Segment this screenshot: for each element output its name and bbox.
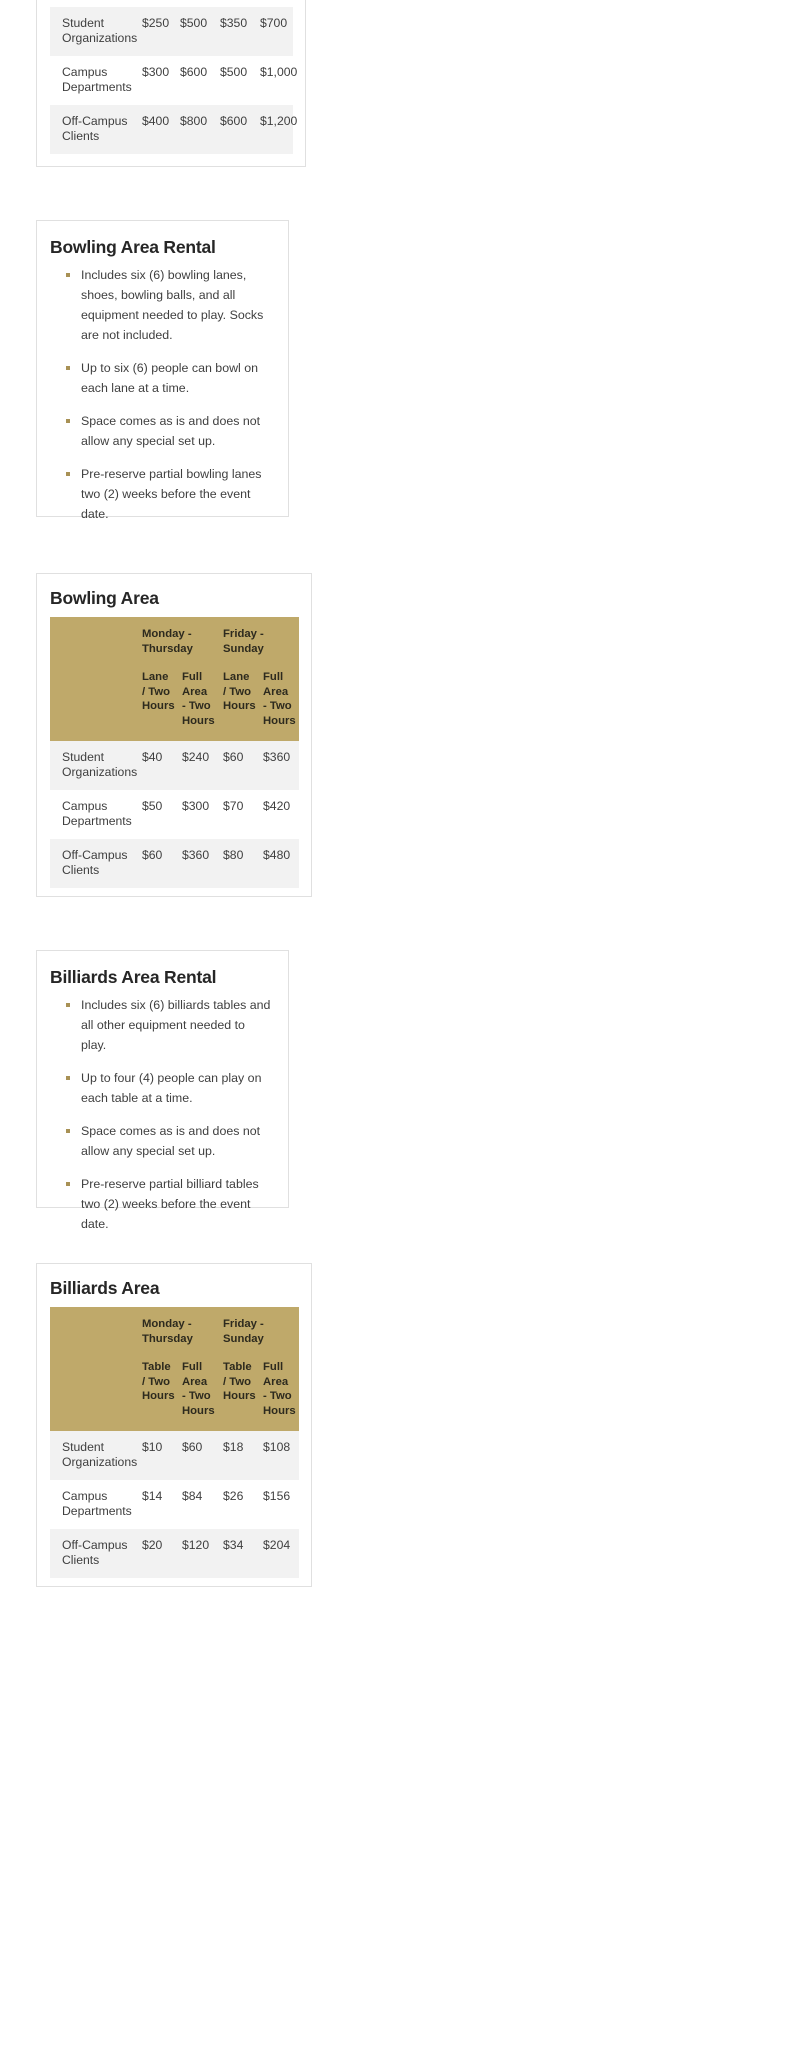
cell-value: $480 bbox=[257, 839, 299, 888]
column-header bbox=[217, 656, 257, 740]
column-group-header bbox=[136, 617, 217, 656]
bowling-rates-table bbox=[50, 617, 299, 888]
cell-value: $420 bbox=[263, 798, 291, 813]
row-label: Student Organizations bbox=[50, 741, 136, 790]
column-header bbox=[257, 1346, 299, 1430]
bullet-icon bbox=[66, 366, 70, 370]
row-label: Campus Departments bbox=[62, 798, 132, 828]
page-title: Billiards Area Rental bbox=[50, 967, 217, 987]
bowling-rental-bullets bbox=[59, 265, 273, 524]
cell-value: $60 bbox=[176, 1431, 217, 1480]
list-item-text: Pre-reserve partial billiard tables two (2) weeks before the event date. bbox=[81, 1177, 259, 1231]
column-header bbox=[136, 656, 176, 740]
column-header bbox=[176, 1346, 217, 1430]
page-title: Bowling Area Rental bbox=[50, 237, 216, 257]
top-rates-body bbox=[50, 7, 298, 154]
cell-value: $18 bbox=[217, 1431, 257, 1480]
column-header-label: Table / Two Hours bbox=[223, 1361, 256, 1403]
column-header bbox=[136, 1346, 176, 1430]
cell-value: $84 bbox=[182, 1488, 203, 1503]
cell-value: $50 bbox=[142, 798, 163, 813]
list-item-text: Includes six (6) billiards tables and all other equipment needed to play. bbox=[81, 998, 271, 1052]
bullet-icon bbox=[66, 273, 70, 277]
cell-value: $70 bbox=[223, 798, 244, 813]
column-header-label: Full Area - Two Hours bbox=[182, 1361, 215, 1417]
cell-value: $360 bbox=[176, 839, 217, 888]
page-title: Bowling Area bbox=[50, 588, 159, 608]
cell-value: $120 bbox=[176, 1529, 217, 1578]
table-corner-cell bbox=[50, 1307, 136, 1431]
list-item-text: Space comes as is and does not allow any special set up. bbox=[81, 1124, 261, 1158]
cell-value: $108 bbox=[257, 1431, 299, 1480]
cell-value: $500 bbox=[220, 65, 248, 79]
cell-value: $250 bbox=[136, 7, 174, 56]
bowling-rates-body bbox=[50, 741, 299, 888]
table-row bbox=[50, 1480, 299, 1529]
bullet-icon bbox=[66, 472, 70, 476]
column-header-label: Full Area - Two Hours bbox=[263, 1361, 296, 1417]
column-header-label: Table / Two Hours bbox=[142, 1361, 175, 1403]
cell-value: $700 bbox=[254, 7, 293, 56]
cell-value: $1,200 bbox=[254, 105, 293, 154]
cell-value: $40 bbox=[136, 741, 176, 790]
bullet-icon bbox=[66, 1182, 70, 1186]
column-header-label: Lane / Two Hours bbox=[223, 671, 256, 713]
list-item-text: Space comes as is and does not allow any special set up. bbox=[81, 414, 261, 448]
table-header-group-row bbox=[50, 617, 299, 656]
cell-value: $600 bbox=[214, 105, 254, 154]
column-header bbox=[176, 656, 217, 740]
row-label: Campus Departments bbox=[62, 65, 132, 94]
page-title: Billiards Area bbox=[50, 1278, 160, 1298]
table-header-group-row bbox=[50, 1307, 299, 1346]
cell-value: $20 bbox=[136, 1529, 176, 1578]
list-item-text: Includes six (6) bowling lanes, shoes, bowling balls, and all equipment needed to play. Socks are not included. bbox=[81, 268, 264, 342]
cell-value: $60 bbox=[217, 741, 257, 790]
cell-value: $360 bbox=[257, 741, 299, 790]
billiards-rates-body bbox=[50, 1431, 299, 1578]
table-row bbox=[50, 1431, 299, 1480]
column-group-header bbox=[136, 1307, 217, 1346]
list-item bbox=[59, 358, 273, 398]
cell-value: $1,000 bbox=[260, 65, 298, 79]
top-rates-table bbox=[50, 7, 298, 154]
row-label: Off-Campus Clients bbox=[50, 839, 136, 888]
table-row bbox=[50, 741, 299, 790]
cell-value: $26 bbox=[223, 1488, 244, 1503]
row-label: Student Organizations bbox=[50, 1431, 136, 1480]
column-header-label: Full Area - Two Hours bbox=[182, 671, 215, 727]
row-label: Student Organizations bbox=[50, 7, 136, 56]
column-header-label: Full Area - Two Hours bbox=[263, 671, 296, 727]
column-group-label: Friday - Sunday bbox=[223, 1318, 264, 1345]
list-item bbox=[59, 1174, 273, 1234]
table-row bbox=[50, 105, 293, 154]
column-group-header bbox=[217, 1307, 299, 1346]
cell-value: $34 bbox=[217, 1529, 257, 1578]
list-item bbox=[59, 995, 273, 1055]
cell-value: $10 bbox=[136, 1431, 176, 1480]
list-item-text: Up to six (6) people can bowl on each lane at a time. bbox=[81, 361, 259, 395]
row-label: Campus Departments bbox=[62, 1488, 132, 1518]
billiards-rental-card bbox=[36, 950, 289, 1231]
list-item bbox=[59, 265, 273, 345]
row-label: Off-Campus Clients bbox=[50, 105, 136, 154]
column-header-label: Lane / Two Hours bbox=[142, 671, 175, 713]
cell-value: $300 bbox=[142, 65, 170, 79]
top-rates-card bbox=[36, 0, 306, 167]
column-header bbox=[257, 656, 299, 740]
bullet-icon bbox=[66, 1076, 70, 1080]
table-row bbox=[50, 790, 299, 839]
cell-value: $500 bbox=[174, 7, 214, 56]
column-header bbox=[217, 1346, 257, 1430]
list-item bbox=[59, 1121, 273, 1161]
billiards-rental-bullets bbox=[59, 995, 273, 1234]
column-group-header bbox=[217, 617, 299, 656]
column-group-label: Friday - Sunday bbox=[223, 628, 264, 655]
cell-value: $204 bbox=[257, 1529, 299, 1578]
cell-value: $240 bbox=[176, 741, 217, 790]
list-item bbox=[59, 464, 273, 524]
column-group-label: Monday - Thursday bbox=[142, 1318, 193, 1345]
cell-value: $350 bbox=[214, 7, 254, 56]
bowling-rental-card bbox=[36, 220, 289, 521]
bullet-icon bbox=[66, 1003, 70, 1007]
cell-value: $400 bbox=[136, 105, 174, 154]
billiards-rates-head bbox=[50, 1307, 299, 1431]
table-row bbox=[50, 56, 293, 105]
bowling-table-card bbox=[36, 573, 312, 897]
bowling-rates-head bbox=[50, 617, 299, 741]
list-item bbox=[59, 411, 273, 451]
table-row bbox=[50, 839, 299, 888]
cell-value: $14 bbox=[142, 1488, 163, 1503]
row-label: Off-Campus Clients bbox=[50, 1529, 136, 1578]
cell-value: $60 bbox=[136, 839, 176, 888]
list-item-text: Pre-reserve partial bowling lanes two (2) weeks before the event date. bbox=[81, 467, 262, 521]
cell-value: $80 bbox=[217, 839, 257, 888]
column-group-label: Monday - Thursday bbox=[142, 628, 193, 655]
bullet-icon bbox=[66, 1129, 70, 1133]
table-row bbox=[50, 1529, 299, 1578]
cell-value: $600 bbox=[180, 65, 208, 79]
list-item-text: Up to four (4) people can play on each table at a time. bbox=[81, 1071, 262, 1105]
cell-value: $300 bbox=[182, 798, 210, 813]
table-corner-cell bbox=[50, 617, 136, 741]
billiards-rates-table bbox=[50, 1307, 299, 1578]
cell-value: $800 bbox=[174, 105, 214, 154]
table-row bbox=[50, 7, 293, 56]
cell-value: $156 bbox=[263, 1488, 291, 1503]
list-item bbox=[59, 1068, 273, 1108]
bullet-icon bbox=[66, 419, 70, 423]
billiards-table-card bbox=[36, 1263, 312, 1587]
